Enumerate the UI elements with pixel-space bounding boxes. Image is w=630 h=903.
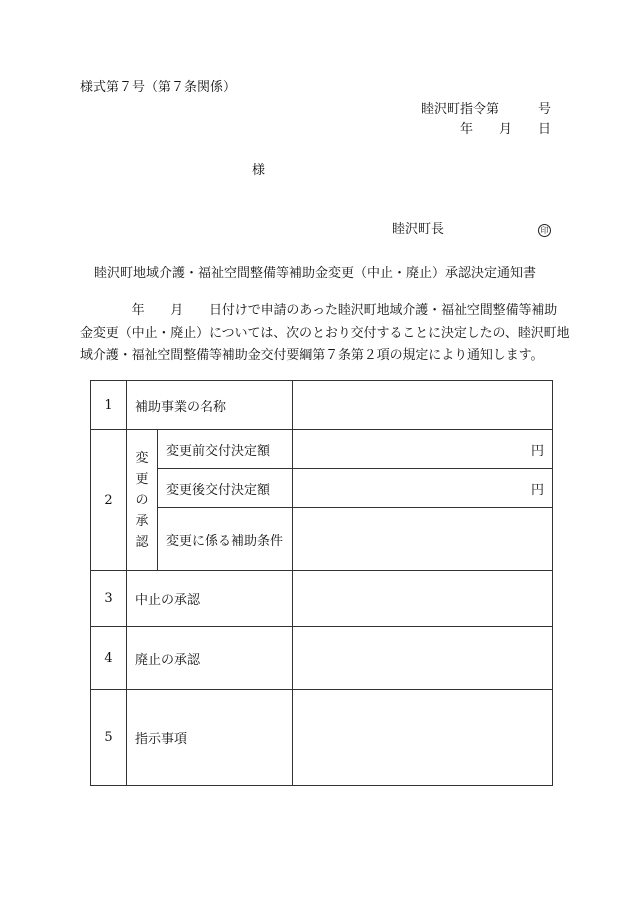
table-row: [91, 508, 553, 571]
row-number: 5: [91, 690, 127, 786]
row-number: 3: [91, 571, 127, 627]
row-number: 4: [91, 627, 127, 690]
yen-unit: 円: [531, 443, 545, 459]
group-label-char: 更: [135, 471, 149, 487]
group-label-char: 承: [135, 513, 149, 529]
amount-cell[interactable]: [293, 430, 553, 469]
row-label: 廃止の承認: [127, 627, 293, 690]
table-row: [91, 381, 553, 430]
value-cell[interactable]: [293, 508, 553, 571]
document-number: 睦沢町指令第 号: [420, 102, 551, 117]
table-row: [91, 571, 553, 627]
seal-icon: 印: [538, 224, 551, 237]
row-number: 1: [91, 381, 127, 430]
seal-mark: [538, 222, 551, 238]
row-label: 補助事業の名称: [127, 381, 293, 430]
table-row: [91, 627, 553, 690]
issuer-title: 睦沢町長: [392, 222, 445, 237]
body-paragraph: [80, 300, 570, 368]
form-label: 様式第７号（第７条関係）: [80, 80, 237, 95]
row-number: 2: [91, 430, 127, 571]
document-title: 睦沢町地域介護・福祉空間整備等補助金変更（中止・廃止）承認決定通知書: [93, 266, 536, 281]
table-row: [91, 690, 553, 786]
application-table: [90, 380, 553, 786]
group-label-char: 変: [135, 450, 149, 466]
sub-row-label: 変更に係る補助条件: [158, 508, 293, 571]
value-cell[interactable]: [293, 381, 553, 430]
value-cell[interactable]: [293, 571, 553, 627]
value-cell[interactable]: [293, 627, 553, 690]
table-row: [91, 430, 553, 469]
sub-row-label: 変更前交付決定額: [158, 430, 293, 469]
row-label: 指示事項: [127, 690, 293, 786]
yen-unit: 円: [531, 482, 545, 498]
table-row: [91, 469, 553, 508]
body-line: 年 月 日付けで申請のあった睦沢町地域介護・福祉空間整備等補助: [80, 303, 558, 318]
recipient-suffix: 様: [252, 163, 266, 178]
group-label-char: の: [135, 492, 149, 508]
sub-row-label: 変更後交付決定額: [158, 469, 293, 508]
value-cell[interactable]: [293, 690, 553, 786]
group-label: [127, 430, 158, 571]
row-label: 中止の承認: [127, 571, 293, 627]
amount-cell[interactable]: [293, 469, 553, 508]
body-line: 金変更（中止・廃止）については、次のとおり交付することに決定したの、睦沢町地: [80, 325, 570, 341]
group-label-char: 認: [135, 534, 149, 550]
body-line: 域介護・福祉空間整備等補助金交付要綱第７条第２項の規定により通知します。: [80, 348, 544, 363]
issue-date: 年 月 日: [459, 122, 551, 137]
